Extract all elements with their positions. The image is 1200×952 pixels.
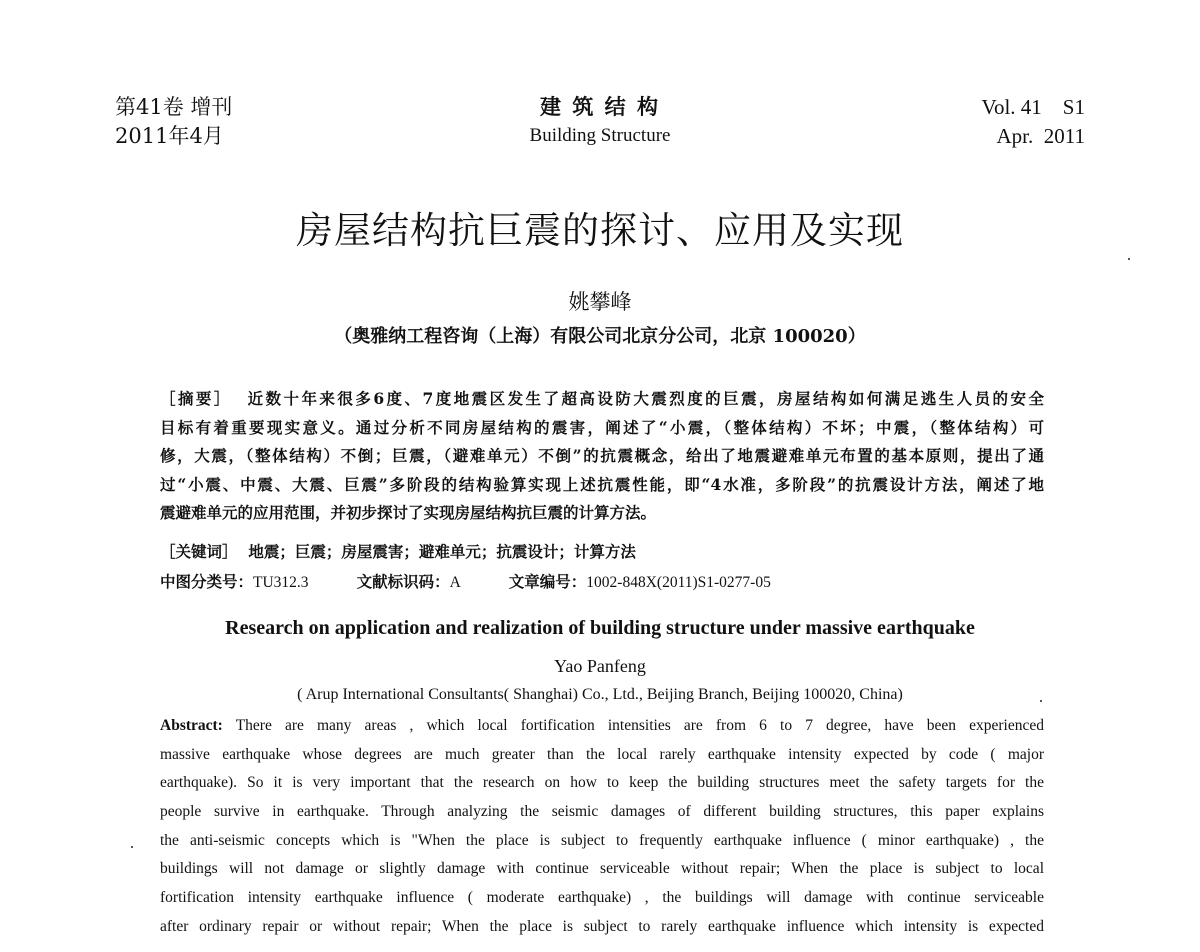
article-label: 文章编号： bbox=[508, 572, 587, 591]
abstract-en-line: massive earthquake whose degrees are much greater than the local rarely earthquake intensity expected by code ( major bbox=[160, 745, 1044, 763]
affiliation-cn: （奥雅纳工程咨询（上海）有限公司北京分公司，北京 100020） bbox=[334, 326, 866, 347]
abstract-en-line: after ordinary repair or without repair; When the place is subject to rarely earthquake influence which intensity is expected bbox=[160, 917, 1044, 935]
journal-date-en: Apr. 2011 bbox=[996, 124, 1085, 148]
author-en: Yao Panfeng bbox=[554, 656, 646, 676]
doc-value: A bbox=[449, 574, 461, 591]
paper-title-en: Research on application and realization of building structure under massive earthquake bbox=[225, 617, 975, 639]
abstract-cn bbox=[160, 385, 1044, 528]
keywords-text: 地震；巨震；房屋震害；避难单元；抗震设计；计算方法 bbox=[248, 542, 636, 561]
author-cn: 姚攀峰 bbox=[568, 290, 632, 314]
abstract-cn-line: 修，大震，（整体结构）不倒；巨震，（避难单元）不倒”的抗震概念，给出了地震避难单元布置的基本原则，提出了通 bbox=[160, 446, 1044, 465]
scan-speck bbox=[131, 846, 133, 848]
abstract-en-line: fortification intensity earthquake influence ( moderate earthquake) , the buildings will damage with continue serviceable bbox=[160, 889, 1044, 907]
classification-row bbox=[160, 570, 771, 592]
abstract-en-line: earthquake). So it is very important that the research on how to keep the building structures meet the safety targets for the bbox=[160, 774, 1044, 792]
affiliation-en: ( Arup International Consultants( Shanghai) Co., Ltd., Beijing Branch, Beijing 100020, China) bbox=[297, 686, 903, 703]
abstract-cn-label: ［摘要］ bbox=[160, 389, 232, 408]
abstract-en-line: Abstract: There are many areas , which local fortification intensities are from 6 to 7 degree, have been experienced bbox=[160, 717, 1044, 734]
abstract-en-line: buildings will not damage or slightly damage with continue serviceable without repair; When the place is subject to local bbox=[160, 860, 1044, 878]
article-value: 1002-848X(2011)S1-0277-05 bbox=[586, 574, 771, 591]
clc-label: 中图分类号： bbox=[160, 572, 254, 591]
scan-speck bbox=[1128, 258, 1130, 260]
abstract-en bbox=[160, 712, 1044, 942]
abstract-en-label: Abstract: bbox=[160, 717, 223, 734]
journal-date: 2011年4月 bbox=[115, 124, 224, 148]
keywords-cn bbox=[160, 540, 636, 562]
journal-volume: Vol. 41 S1 bbox=[981, 95, 1085, 119]
scan-speck bbox=[1040, 700, 1042, 702]
journal-name-cn: 建 筑 结 构 bbox=[540, 94, 660, 119]
abstract-cn-line: ［摘要］ 近数十年来很多6度、7度地震区发生了超高设防大震烈度的巨震，房屋结构如何满足逃生人员的安全 bbox=[160, 389, 1044, 408]
abstract-en-line: the anti-seismic concepts which is "When the place is subject to frequently earthquake influence ( minor earthquake) , the bbox=[160, 831, 1044, 849]
abstract-cn-line: 目标有着重要现实意义。通过分析不同房屋结构的震害，阐述了“小震，（整体结构）不坏；中震，（整体结构）可 bbox=[160, 417, 1044, 437]
abstract-en-line: people survive in earthquake. Through analyzing the seismic damages of different building structures, this paper explains bbox=[160, 803, 1044, 821]
abstract-cn-line: 震避难单元的应用范围，并初步探讨了实现房屋结构抗巨震的计算方法。 bbox=[160, 503, 657, 522]
keywords-label: ［关键词］ bbox=[160, 542, 238, 561]
clc-value: TU312.3 bbox=[253, 574, 309, 591]
paper-title-cn: 房屋结构抗巨震的探讨、应用及实现 bbox=[296, 209, 904, 252]
abstract-cn-line: 过“小震、中震、大震、巨震”多阶段的结构验算实现上述抗震性能，即“4水准，多阶段”的抗震设计方法，阐述了地 bbox=[160, 474, 1044, 494]
journal-issue: 第41卷 增刊 bbox=[115, 95, 233, 119]
journal-name-en: Building Structure bbox=[529, 125, 671, 146]
doc-label: 文献标识码： bbox=[356, 572, 450, 591]
